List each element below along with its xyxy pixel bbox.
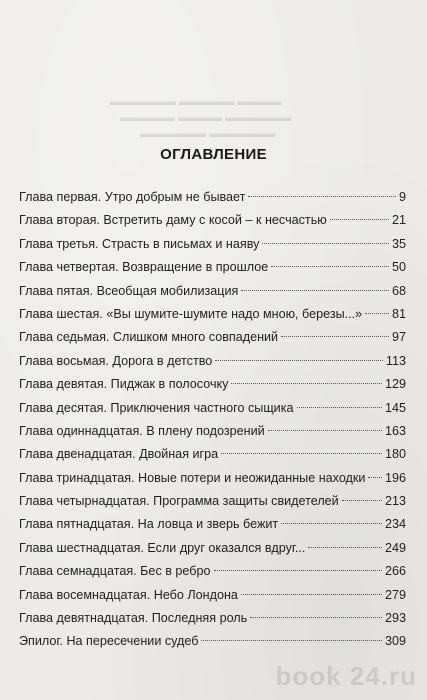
toc-leader-dots [281, 336, 389, 337]
toc-entry-title: Глава семнадцатая. Бес в ребро [19, 564, 211, 579]
toc-leader-dots [214, 570, 382, 571]
bleed-through-text: ▬▬▬▬▬▬ ▬▬▬▬ ▬▬▬▬▬ [120, 112, 292, 124]
toc-leader-dots [221, 453, 382, 454]
toc-entry-title: Глава пятая. Всеобщая мобилизация [19, 283, 239, 298]
toc-entry [19, 326, 406, 349]
toc-title: ОГЛАВЛЕНИЕ [160, 146, 267, 163]
toc-page-number: 213 [384, 494, 406, 509]
toc-entry [19, 513, 406, 536]
toc-page-number: 129 [384, 377, 406, 392]
toc-entry-title: Глава четвертая. Возвращение в прошлое [19, 260, 269, 275]
toc-page-number: 68 [391, 283, 406, 298]
toc-entry [19, 443, 406, 466]
bleed-through-text: ▬▬▬▬▬▬ ▬▬▬▬▬▬ [140, 128, 276, 140]
toc-leader-dots [250, 617, 382, 618]
toc-page-number: 266 [384, 564, 406, 579]
toc-leader-dots [330, 219, 389, 220]
toc-entry [19, 560, 406, 583]
toc-page-number: 279 [384, 587, 406, 602]
toc-entry-title: Глава тринадцатая. Новые потери и неожиданные находки [19, 470, 366, 485]
toc-leader-dots [365, 313, 389, 314]
toc-leader-dots [308, 547, 382, 548]
toc-entry-title: Глава одиннадцатая. В плену подозрений [19, 423, 265, 438]
toc-entry [19, 280, 406, 303]
toc-entry-title: Глава четырнадцатая. Программа защиты свидетелей [19, 494, 339, 509]
toc-page-number: 113 [385, 353, 406, 368]
toc-leader-dots [368, 477, 382, 478]
toc-page-number: 35 [391, 236, 406, 251]
toc-leader-dots [268, 430, 382, 431]
toc-entry-title: Глава первая. Утро добрым не бывает [19, 190, 246, 204]
toc-entry-title: Глава девятнадцатая. Последняя роль [19, 611, 248, 626]
toc-page-number: 234 [384, 517, 406, 532]
watermark: book 24.ru [275, 661, 417, 691]
toc-page-number: 163 [384, 423, 406, 438]
toc-page-number: 293 [384, 611, 406, 626]
bleed-through-text: ▬▬▬▬ ▬▬▬▬▬ ▬▬▬▬▬▬ [110, 96, 282, 108]
toc-entry [19, 630, 406, 653]
toc-leader-dots [281, 523, 382, 524]
toc-page-number: 97 [391, 330, 406, 345]
toc-entry-title: Глава шестая. «Вы шумите-шумите надо мною, березы...» [19, 306, 363, 321]
toc-entry-title: Глава шестнадцатая. Если друг оказался вдруг... [19, 540, 306, 555]
toc-page-number: 50 [391, 260, 406, 275]
toc-leader-dots [342, 500, 382, 501]
toc-entry [19, 584, 406, 607]
toc-entry [19, 233, 406, 256]
toc-leader-dots [297, 407, 382, 408]
toc-entry [19, 490, 406, 513]
toc-entry [19, 467, 406, 490]
toc-entry [19, 537, 406, 560]
toc-entry [19, 303, 406, 326]
toc-leader-dots [248, 196, 396, 197]
toc-leader-dots [271, 266, 389, 267]
toc-entry [19, 256, 406, 279]
toc-page-number: 180 [384, 447, 406, 462]
toc-page-number: 249 [384, 540, 406, 555]
toc-leader-dots [241, 594, 382, 595]
toc-entry-title: Глава вторая. Встретить даму с косой – к несчастью [19, 213, 327, 228]
toc-entry-title: Глава девятая. Пиджак в полосочку [19, 377, 229, 392]
toc-entry [19, 186, 406, 209]
toc-page-number: 81 [391, 306, 406, 321]
toc-page-number: 21 [391, 213, 406, 228]
toc-entry [19, 420, 406, 443]
toc-entry-title: Глава восьмая. Дорога в детство [19, 353, 213, 368]
toc-page-number: 145 [384, 400, 406, 415]
toc-page-number: 309 [384, 634, 406, 649]
toc-entry [19, 350, 406, 373]
toc-entry-title: Глава седьмая. Слишком много совпадений [19, 330, 279, 345]
toc-leader-dots [231, 383, 382, 384]
toc-entry [19, 397, 406, 420]
toc-leader-dots [262, 243, 389, 244]
toc-entry [19, 209, 406, 232]
table-of-contents [19, 186, 406, 654]
toc-page-number: 9 [398, 190, 406, 204]
toc-entry [19, 607, 406, 630]
toc-entry-title: Глава десятая. Приключения частного сыщика [19, 400, 294, 415]
toc-leader-dots [241, 290, 389, 291]
toc-entry-title: Глава двенадцатая. Двойная игра [19, 447, 219, 462]
toc-leader-dots [215, 360, 383, 361]
toc-entry-title: Глава третья. Страсть в письмах и наяву [19, 236, 260, 251]
toc-leader-dots [201, 640, 382, 641]
toc-entry [19, 373, 406, 396]
toc-entry-title: Глава восемнадцатая. Небо Лондона [19, 587, 238, 602]
toc-entry-title: Глава пятнадцатая. На ловца и зверь бежит [19, 517, 279, 532]
toc-page-number: 196 [384, 470, 406, 485]
toc-entry-title: Эпилог. На пересечении судеб [19, 634, 199, 649]
